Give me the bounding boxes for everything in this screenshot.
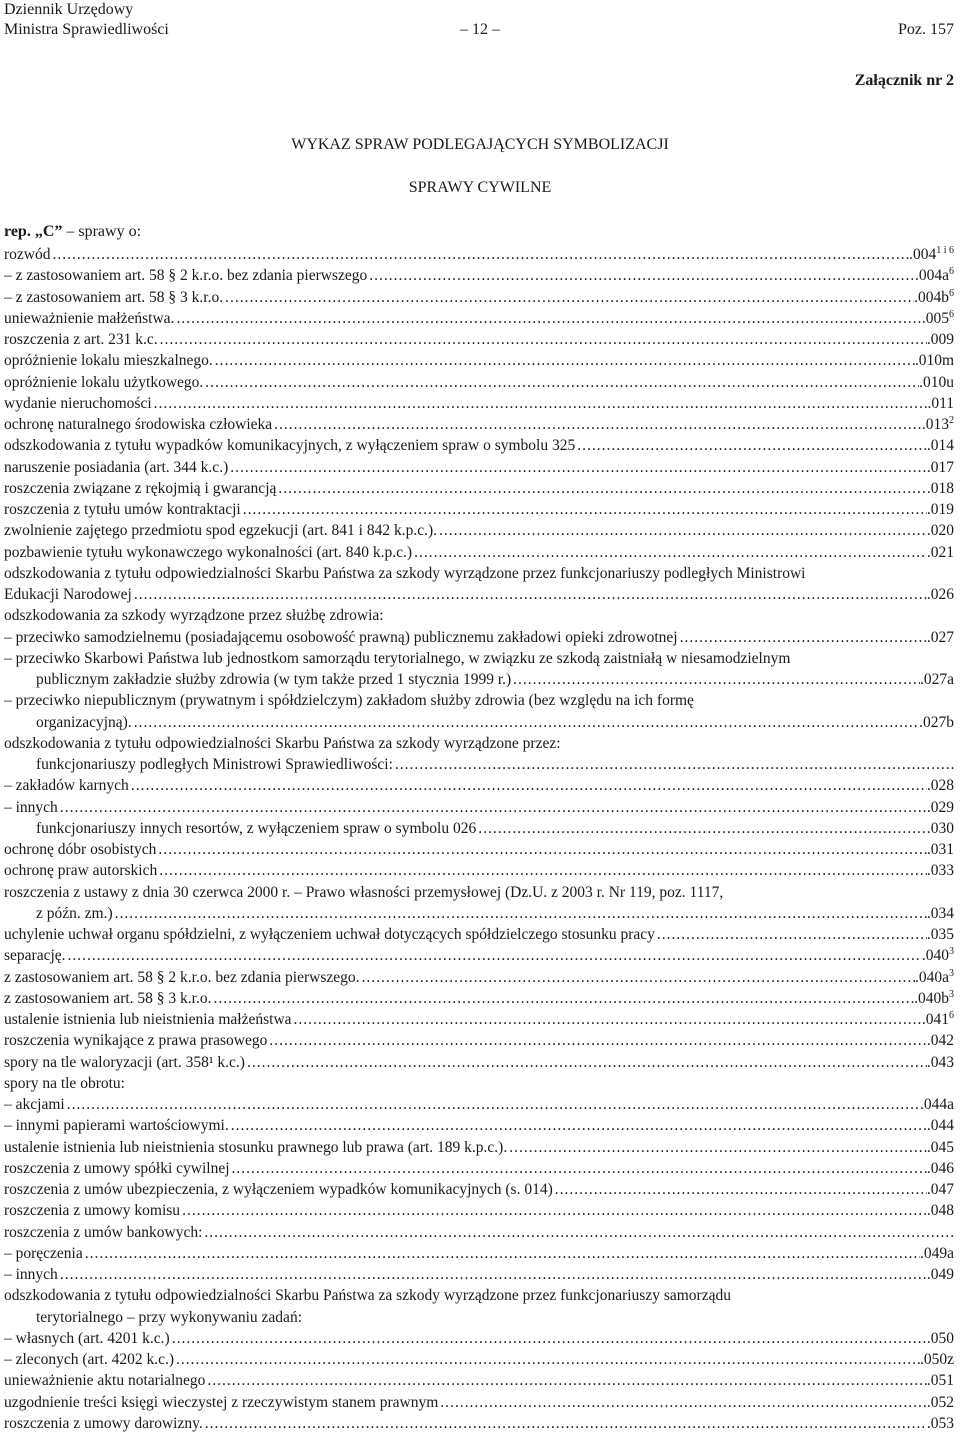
- entry-text: roszczenia z umowy komisu: [4, 1202, 181, 1220]
- list-item: [4, 903, 954, 924]
- dot-leader: [476, 818, 927, 839]
- list-item: [4, 520, 954, 541]
- dot-leader: [129, 775, 927, 796]
- entry-symbol-value: .010m: [914, 352, 954, 370]
- dot-leader: [655, 924, 927, 945]
- entry-text: roszczenia z art. 231 k.c.: [4, 331, 158, 348]
- entry-text: wydanie nieruchomości: [4, 394, 152, 412]
- list-item: [4, 1030, 954, 1051]
- entry-symbol-value: .026: [926, 586, 954, 603]
- entry-symbol: [922, 414, 954, 435]
- repertory-description: – sprawy o:: [62, 223, 142, 240]
- entry-text: – przeciwko samodzielnemu (posiadającemu osobowość prawną) publicznemu zakładowi opieki zdrowotnej: [4, 628, 678, 646]
- entry-symbol-value: .051: [926, 1372, 954, 1390]
- list-item: [4, 1307, 954, 1328]
- entry-text: spory na tle waloryzacji (art. 358¹ k.c.): [4, 1053, 245, 1071]
- list-item: [4, 435, 954, 456]
- dot-leader: [393, 754, 954, 775]
- list-item: [4, 563, 954, 584]
- dot-leader: [156, 839, 926, 860]
- dot-leader: [267, 1030, 927, 1051]
- entry-text: publicznym zakładzie służby zdrowia (w tym także przed 1 stycznia 1999 r.): [36, 671, 512, 688]
- entry-symbol-value: .050: [926, 1329, 954, 1347]
- entry-symbol: [927, 1052, 954, 1073]
- entry-text: odszkodowania z tytułu odpowiedzialności Skarbu Państwa za szkody wyrządzone przez funkcjonariuszy samorządu: [4, 1287, 731, 1305]
- list-item: [4, 648, 954, 669]
- journal-name: Dziennik Urzędowy: [4, 1, 134, 18]
- entry-text: ochronę praw autorskich: [4, 862, 158, 880]
- ministry-name: Ministra Sprawiedliwości: [4, 21, 169, 38]
- dot-leader: [113, 903, 927, 924]
- entry-text: organizacyjną).: [36, 713, 132, 731]
- entry-symbol: [927, 1264, 954, 1285]
- entry-text: terytorialnego – przy wykonywaniu zadań:: [36, 1308, 302, 1326]
- list-item: [4, 308, 954, 329]
- entry-symbol: [915, 350, 954, 371]
- entry-symbol: [927, 839, 954, 860]
- entry-text: roszczenia z umów bankowych:: [4, 1223, 203, 1241]
- entry-text: – poręczenia: [4, 1244, 83, 1262]
- entry-symbol: [927, 393, 954, 414]
- entry-symbol: [920, 1349, 954, 1370]
- dot-leader: [202, 1222, 954, 1243]
- list-item: [4, 1115, 954, 1136]
- entry-symbol: [909, 244, 954, 265]
- list-item: [4, 775, 954, 796]
- entry-symbol: [922, 1009, 954, 1030]
- entry-symbol-value: .005: [921, 309, 949, 327]
- dot-leader: [170, 1328, 927, 1349]
- dot-leader: [223, 287, 914, 308]
- entry-symbol-value: .027b: [919, 713, 954, 731]
- repertory-label: [4, 223, 141, 241]
- entry-symbol-value: .020: [926, 522, 954, 540]
- entry-text: rozwód: [4, 246, 51, 263]
- entry-text: spory na tle obrotu:: [4, 1074, 125, 1092]
- dot-leader: [213, 350, 915, 371]
- dot-leader: [241, 499, 927, 520]
- entry-text: – z zastosowaniem art. 58 § 2 k.r.o. bez zdania pierwszego: [4, 267, 368, 285]
- entry-symbol-value: .004b: [914, 288, 949, 306]
- footnote-marker: 3: [949, 988, 954, 1000]
- entry-symbol: [927, 818, 954, 839]
- entry-symbol-value: .010u: [919, 373, 954, 391]
- dot-leader: [230, 1158, 927, 1179]
- entry-symbol: [927, 520, 954, 541]
- list-item: [4, 1413, 954, 1434]
- entry-symbol-value: .053: [926, 1414, 954, 1432]
- entry-text: zwolnienie zajętego przedmiotu spod egzekucji (art. 841 i 842 k.p.c.).: [4, 522, 437, 540]
- entry-text: funkcjonariuszy podległych Ministrowi Sprawiedliwości:: [36, 756, 393, 773]
- entry-text: roszczenia z tytułu umów kontraktacji: [4, 501, 241, 518]
- list-item: [4, 542, 954, 563]
- list-item: [4, 287, 954, 308]
- entry-text: uzgodnienie treści księgi wieczystej z rzeczywistym stanem prawnym: [4, 1393, 439, 1411]
- entry-symbol: [927, 860, 954, 881]
- dot-leader: [58, 1264, 927, 1285]
- dot-leader: [205, 1370, 926, 1391]
- entry-symbol-value: .030: [926, 819, 954, 837]
- page-number: – 12 –: [460, 21, 500, 38]
- dot-leader: [367, 265, 915, 286]
- footnote-marker: 3: [949, 946, 954, 958]
- dot-leader: [437, 520, 927, 541]
- entry-text: odszkodowania z tytułu odpowiedzialności Skarbu Państwa za szkody wyrządzone przez funkcjonariuszy podległych Ministrowi: [4, 564, 806, 582]
- entry-symbol-value: .035: [926, 926, 954, 943]
- entry-text: naruszenie posiadania (art. 344 k.c.): [4, 458, 229, 476]
- list-item: [4, 754, 954, 775]
- entry-symbol-value: .050z: [919, 1351, 954, 1368]
- entry-symbol: [927, 1158, 954, 1179]
- entry-text: z zastosowaniem art. 58 § 2 k.r.o. bez zdania pierwszego.: [4, 968, 360, 986]
- list-item: [4, 1073, 954, 1094]
- entry-text: z zastosowaniem art. 58 § 3 k.r.o.: [4, 989, 212, 1007]
- dot-leader: [174, 308, 921, 329]
- dot-leader: [157, 860, 927, 881]
- entry-text: unieważnienie aktu notarialnego: [4, 1372, 206, 1390]
- entry-symbol: [927, 1115, 954, 1136]
- entry-symbol-value: .048: [926, 1202, 954, 1220]
- entry-text: ochronę dóbr osobistych: [4, 841, 157, 858]
- entry-text: odszkodowania z tytułu wypadków komunikacyjnych, z wyłączeniem spraw o symbolu 325: [4, 437, 576, 455]
- dot-leader: [360, 967, 915, 988]
- dot-leader: [180, 1200, 927, 1221]
- entry-text: roszczenia związane z rękojmią i gwarancją: [4, 479, 277, 497]
- entry-symbol-value: .011: [927, 394, 954, 412]
- list-item: [4, 1052, 954, 1073]
- list-item: [4, 244, 954, 265]
- list-item: [4, 1370, 954, 1391]
- entry-symbol: [920, 1243, 954, 1264]
- list-item: [4, 1158, 954, 1179]
- list-item: [4, 818, 954, 839]
- entry-text: separację.: [4, 947, 66, 965]
- entry-symbol-value: .027: [926, 628, 954, 646]
- entry-symbol-value: .052: [926, 1393, 954, 1411]
- entry-symbol-value: .040: [921, 947, 949, 965]
- list-item: [4, 860, 954, 881]
- list-item: [4, 265, 954, 286]
- entry-symbol: [927, 1328, 954, 1349]
- entry-symbol: [927, 1413, 954, 1434]
- dot-leader: [203, 1413, 927, 1434]
- dot-leader: [203, 372, 919, 393]
- dot-leader: [228, 457, 927, 478]
- list-item: [4, 1222, 954, 1243]
- list-item: [4, 1137, 954, 1158]
- dot-leader: [678, 627, 927, 648]
- list-item: [4, 882, 954, 903]
- entry-text: odszkodowania za szkody wyrządzone przez służbę zdrowia:: [4, 607, 384, 625]
- list-item: [4, 1285, 954, 1306]
- entry-symbol: [927, 1030, 954, 1051]
- entry-symbol-value: .033: [926, 862, 954, 880]
- entry-symbol-value: .009: [926, 331, 954, 348]
- dot-leader: [58, 797, 927, 818]
- list-item: [4, 393, 954, 414]
- entry-symbol: [920, 669, 954, 690]
- entry-symbol-value: .018: [926, 479, 954, 497]
- entry-symbol: [922, 945, 954, 966]
- list-item: [4, 329, 954, 350]
- footnote-marker: 6: [949, 1009, 954, 1021]
- entry-symbol-value: .045: [926, 1138, 954, 1156]
- entry-symbol-value: .031: [926, 841, 954, 858]
- entry-text: – zakładów karnych: [4, 777, 129, 795]
- dot-leader: [132, 712, 919, 733]
- entry-text: opróżnienie lokalu użytkowego.: [4, 373, 204, 391]
- list-item: [4, 733, 954, 754]
- entry-symbol: [927, 1370, 954, 1391]
- entry-symbol: [919, 712, 954, 733]
- entry-text: funkcjonariuszy innych resortów, z wyłączeniem spraw o symbolu 026: [36, 819, 477, 837]
- dot-leader: [412, 542, 927, 563]
- list-item: [4, 1392, 954, 1413]
- dot-leader: [65, 1094, 920, 1115]
- entry-symbol-value: .047: [926, 1181, 954, 1198]
- entry-text: unieważnienie małżeństwa.: [4, 309, 175, 327]
- entry-symbol: [919, 372, 954, 393]
- entry-symbol: [927, 1392, 954, 1413]
- entry-text: roszczenia wynikające z prawa prasowego: [4, 1032, 268, 1050]
- entry-text: – akcjami: [4, 1096, 65, 1113]
- entry-text: ochronę naturalnego środowiska człowieka: [4, 416, 273, 433]
- entry-symbol-value: .004a: [914, 267, 949, 285]
- entry-symbol: [920, 1094, 954, 1115]
- list-item: [4, 1200, 954, 1221]
- entry-text: – innych: [4, 1266, 58, 1283]
- entry-text: – zleconych (art. 4202 k.c.): [4, 1351, 175, 1368]
- entry-text: roszczenia z ustawy z dnia 30 czerwca 2000 r. – Prawo własności przemysłowej (Dz.U. z 2003 r. Nr 119, poz. 1117,: [4, 883, 724, 901]
- entry-symbol-value: .043: [926, 1053, 954, 1071]
- list-item: [4, 669, 954, 690]
- footnote-marker: 3: [949, 967, 954, 979]
- entry-symbol: [927, 903, 954, 924]
- list-item: [4, 1243, 954, 1264]
- entry-symbol-value: .042: [926, 1032, 954, 1050]
- entry-symbol: [927, 1200, 954, 1221]
- entry-symbol: [927, 1179, 954, 1200]
- document-subtitle: SPRAWY CYWILNE: [408, 179, 552, 196]
- entry-text: uchylenie uchwał organu spółdzielni, z wyłączeniem uchwał dotyczących spółdzielczego stosunku pracy: [4, 926, 655, 943]
- entry-text: ustalenie istnienia lub nieistnienia stosunku prawnego lub prawa (art. 189 k.p.c.).: [4, 1138, 508, 1156]
- list-item: [4, 372, 954, 393]
- entry-symbol-value: .041: [921, 1011, 949, 1028]
- entry-symbol: [922, 308, 954, 329]
- dot-leader: [511, 669, 920, 690]
- list-item: [4, 712, 954, 733]
- entry-symbol-value: .034: [926, 904, 954, 922]
- dot-leader: [174, 1349, 920, 1370]
- list-item: [4, 584, 954, 605]
- entry-text: ustalenie istnienia lub nieistnienia małżeństwa: [4, 1011, 292, 1028]
- entry-symbol: [927, 435, 954, 456]
- entry-symbol: [927, 775, 954, 796]
- entry-text: – z zastosowaniem art. 58 § 3 k.r.o.: [4, 288, 224, 306]
- entry-text: – innymi papierami wartościowymi.: [4, 1117, 229, 1135]
- entry-symbol-value: .046: [926, 1159, 954, 1177]
- entry-symbol-value: .019: [926, 501, 954, 518]
- footnote-marker: 1 i 6: [936, 244, 954, 256]
- entry-symbol: [927, 797, 954, 818]
- footnote-marker: 6: [949, 308, 954, 320]
- list-item: [4, 690, 954, 711]
- dot-leader: [132, 584, 927, 605]
- dot-leader: [158, 329, 927, 350]
- entry-symbol: [914, 287, 954, 308]
- list-item: [4, 988, 954, 1009]
- entry-symbol: [927, 924, 954, 945]
- entry-text: – innych: [4, 798, 58, 816]
- entry-symbol-value: .049: [926, 1266, 954, 1283]
- dot-leader: [507, 1137, 927, 1158]
- entry-text: roszczenia z umowy spółki cywilnej: [4, 1159, 230, 1177]
- entry-symbol: [927, 627, 954, 648]
- entry-symbol: [927, 499, 954, 520]
- entry-text: roszczenia z umowy darowizny.: [4, 1414, 203, 1432]
- dot-leader: [51, 244, 910, 265]
- entry-text: – przeciwko niepublicznym (prywatnym i spółdzielczym) zakładom służby zdrowia (bez względu na ich formę: [4, 692, 694, 710]
- list-item: [4, 350, 954, 371]
- entry-symbol: [927, 542, 954, 563]
- entry-symbol: [914, 988, 954, 1009]
- entry-text: roszczenia z umów ubezpieczenia, z wyłączeniem wypadków komunikacyjnych (s. 014): [4, 1181, 553, 1198]
- dot-leader: [229, 1115, 927, 1136]
- entry-symbol: [927, 457, 954, 478]
- entry-symbol-value: .004: [909, 246, 937, 263]
- entry-symbol-value: .040b: [914, 989, 949, 1007]
- entry-symbol-value: .014: [926, 437, 954, 455]
- list-item: [4, 499, 954, 520]
- entry-text: z późn. zm.): [36, 904, 113, 922]
- entry-symbol-value: .049a: [919, 1244, 954, 1262]
- entry-symbol-value: .013: [921, 416, 949, 433]
- list-item: [4, 605, 954, 626]
- annex-label: Załącznik nr 2: [854, 72, 954, 89]
- entry-symbol: [927, 1137, 954, 1158]
- list-item: [4, 1349, 954, 1370]
- entry-text: opróżnienie lokalu mieszkalnego.: [4, 352, 213, 370]
- list-item: [4, 627, 954, 648]
- dot-leader: [292, 1009, 922, 1030]
- dot-leader: [83, 1243, 920, 1264]
- entry-symbol: [915, 967, 954, 988]
- entry-symbol-value: .017: [926, 458, 954, 476]
- list-item: [4, 457, 954, 478]
- entry-symbol: [927, 329, 954, 350]
- list-item: [4, 1179, 954, 1200]
- dot-leader: [276, 478, 926, 499]
- entry-symbol: [915, 265, 954, 286]
- entry-text: pozbawienie tytułu wykonawczego wykonalności (art. 840 k.p.c.): [4, 543, 413, 561]
- list-item: [4, 1264, 954, 1285]
- entry-symbol-value: .029: [926, 798, 954, 816]
- dot-leader: [553, 1179, 927, 1200]
- dot-leader: [66, 945, 922, 966]
- dot-leader: [438, 1392, 927, 1413]
- list-item: [4, 945, 954, 966]
- footnote-marker: 6: [949, 266, 954, 278]
- list-item: [4, 839, 954, 860]
- dot-leader: [575, 435, 927, 456]
- dot-leader: [211, 988, 914, 1009]
- entry-text: Edukacji Narodowej: [4, 586, 132, 603]
- list-item: [4, 1328, 954, 1349]
- list-item: [4, 414, 954, 435]
- case-symbol-list: [4, 244, 954, 1434]
- entry-symbol: [927, 478, 954, 499]
- entry-symbol-value: .021: [926, 543, 954, 561]
- entry-symbol-value: .028: [926, 777, 954, 795]
- entry-symbol-value: .027a: [919, 671, 954, 688]
- dot-leader: [245, 1052, 927, 1073]
- entry-text: – przeciwko Skarbowi Państwa lub jednostkom samorządu terytorialnego, w związku ze szkodą zaistniałą w niesamodzielnym: [4, 649, 791, 667]
- list-item: [4, 967, 954, 988]
- entry-symbol-value: .040a: [914, 968, 949, 986]
- position-number: Poz. 157: [898, 21, 954, 38]
- dot-leader: [152, 393, 928, 414]
- entry-symbol: [927, 584, 954, 605]
- list-item: [4, 924, 954, 945]
- list-item: [4, 797, 954, 818]
- repertory-code: rep. „C”: [4, 223, 63, 240]
- entry-symbol-value: .044a: [919, 1096, 954, 1113]
- footnote-marker: 6: [949, 287, 954, 299]
- footnote-marker: 2: [949, 414, 954, 426]
- document-title: WYKAZ SPRAW PODLEGAJĄCYCH SYMBOLIZACJI: [291, 136, 669, 153]
- dot-leader: [272, 414, 922, 435]
- entry-text: odszkodowania z tytułu odpowiedzialności Skarbu Państwa za szkody wyrządzone przez:: [4, 734, 561, 752]
- list-item: [4, 1009, 954, 1030]
- list-item: [4, 478, 954, 499]
- list-item: [4, 1094, 954, 1115]
- entry-text: – własnych (art. 4201 k.c.): [4, 1329, 170, 1347]
- entry-symbol-value: .044: [926, 1117, 954, 1135]
